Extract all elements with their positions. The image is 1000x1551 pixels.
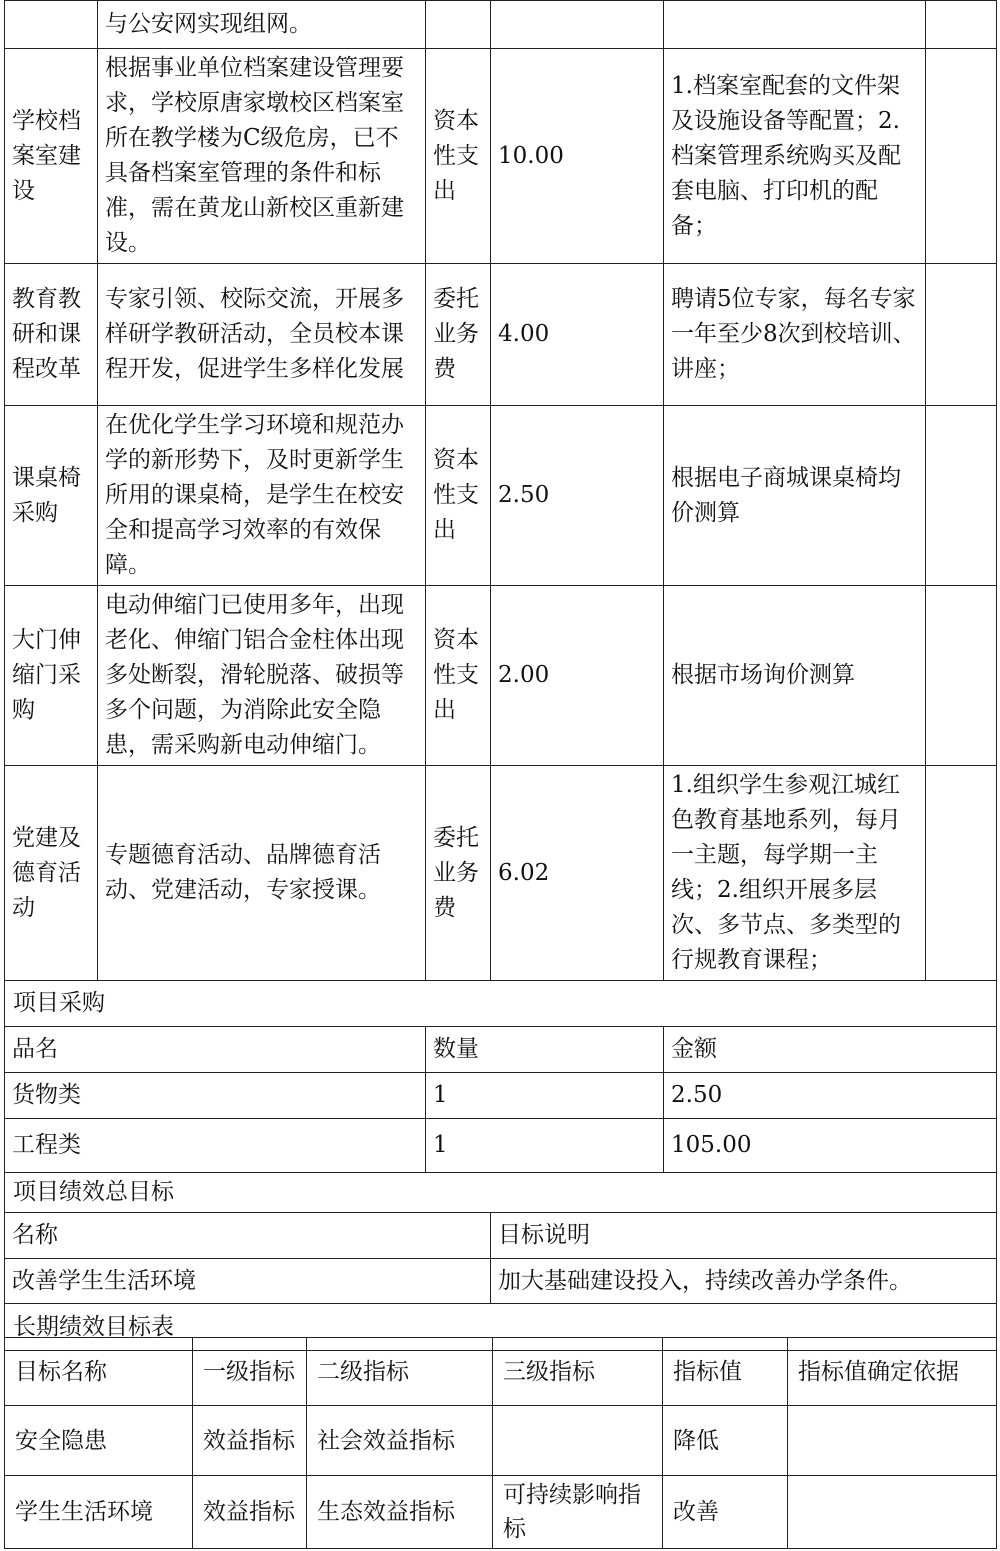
project-amount-cell: 4.00 xyxy=(491,264,664,406)
project-amount-cell: 2.50 xyxy=(491,406,664,586)
long-term-row xyxy=(5,1406,997,1476)
long-term-cell: 生态效益指标 xyxy=(307,1476,493,1549)
overall-goal-header-name: 名称 xyxy=(5,1213,491,1259)
long-term-row xyxy=(5,1476,997,1549)
project-name-cell: 课桌椅采购 xyxy=(5,406,98,586)
project-basis-cell: 根据电子商城课桌椅均价测算 xyxy=(664,406,926,586)
project-table-body xyxy=(5,1,997,1351)
project-type-cell: 资本性支出 xyxy=(426,586,491,766)
project-row xyxy=(5,264,997,406)
project-row xyxy=(5,586,997,766)
procurement-name-cell: 工程类 xyxy=(5,1119,426,1173)
procurement-amount-cell: 2.50 xyxy=(664,1073,997,1119)
overall-goal-section-header xyxy=(5,1173,997,1213)
project-desc-cell: 在优化学生学习环境和规范办学的新形势下，及时更新学生所用的课桌椅，是学生在校安全和提高学习效率的有效保障。 xyxy=(98,406,426,586)
project-name-cell: 教育教研和课程改革 xyxy=(5,264,98,406)
project-basis-cell: 聘请5位专家，每名专家一年至少8次到校培训、讲座； xyxy=(664,264,926,406)
project-desc-cell: 专家引领、校际交流，开展多样研学教研活动，全员校本课程开发，促进学生多样化发展 xyxy=(98,264,426,406)
project-basis-cell: 1.档案室配套的文件架及设施设备等配置；2.档案管理系统购买及配套电脑、打印机的配备； xyxy=(664,49,926,264)
project-basis-cell: 根据市场询价测算 xyxy=(664,586,926,766)
project-type-cell: 资本性支出 xyxy=(426,49,491,264)
long-term-header-row xyxy=(5,1338,997,1406)
long-term-header-cell: 目标名称 xyxy=(5,1338,193,1406)
procurement-header-row xyxy=(5,1027,997,1073)
project-amount-cell: 6.02 xyxy=(491,766,664,981)
project-desc-cell: 电动伸缩门已使用多年，出现老化、伸缩门铝合金柱体出现多处断裂，滑轮脱落、破损等多个问题，为消除此安全隐患，需采购新电动伸缩门。 xyxy=(98,586,426,766)
project-name-cell: 党建及德育活动 xyxy=(5,766,98,981)
long-term-cell: 可持续影响指标 xyxy=(493,1476,663,1549)
project-budget-table xyxy=(4,0,997,1351)
procurement-header-name: 品名 xyxy=(5,1027,426,1073)
project-row xyxy=(5,1,997,49)
project-desc-cell: 与公安网实现组网。 xyxy=(98,1,426,49)
overall-goal-header-desc: 目标说明 xyxy=(491,1213,997,1259)
long-term-title: 长期绩效目标表 xyxy=(5,1304,997,1351)
procurement-row xyxy=(5,1073,997,1119)
procurement-header-amount: 金额 xyxy=(664,1027,997,1073)
project-basis-cell: 1.组织学生参观江城红色教育基地系列，每月一主题，每学期一主线；2.组织开展多层次、多节点、多类型的行规教育课程； xyxy=(664,766,926,981)
long-term-header-cell: 一级指标 xyxy=(193,1338,307,1406)
procurement-row xyxy=(5,1119,997,1173)
project-note-cell xyxy=(926,1,997,49)
procurement-qty-cell: 1 xyxy=(426,1119,664,1173)
project-basis-cell xyxy=(664,1,926,49)
project-note-cell xyxy=(926,49,997,264)
long-term-goal-table xyxy=(4,1337,997,1549)
project-name-cell: 学校档案室建设 xyxy=(5,49,98,264)
project-type-cell: 委托业务费 xyxy=(426,264,491,406)
project-name-cell: 大门伸缩门采购 xyxy=(5,586,98,766)
long-term-cell xyxy=(493,1406,663,1476)
project-amount-cell: 10.00 xyxy=(491,49,664,264)
procurement-qty-cell: 1 xyxy=(426,1073,664,1119)
long-term-cell: 学生生活环境 xyxy=(5,1476,193,1549)
project-type-cell: 资本性支出 xyxy=(426,406,491,586)
project-type-cell xyxy=(426,1,491,49)
project-row xyxy=(5,406,997,586)
long-term-cell: 改善 xyxy=(663,1476,788,1549)
procurement-amount-cell: 105.00 xyxy=(664,1119,997,1173)
overall-goal-header-row xyxy=(5,1213,997,1259)
project-desc-cell: 根据事业单位档案建设管理要求，学校原唐家墩校区档案室所在教学楼为C级危房，已不具备档案室管理的条件和标准，需在黄龙山新校区重新建设。 xyxy=(98,49,426,264)
long-term-cell: 效益指标 xyxy=(193,1476,307,1549)
long-term-cell: 安全隐患 xyxy=(5,1406,193,1476)
long-term-header-cell: 指标值 xyxy=(663,1338,788,1406)
project-note-cell xyxy=(926,406,997,586)
long-term-header-cell: 二级指标 xyxy=(307,1338,493,1406)
long-term-header-cell: 指标值确定依据 xyxy=(788,1338,997,1406)
project-note-cell xyxy=(926,586,997,766)
long-term-cell: 效益指标 xyxy=(193,1406,307,1476)
overall-goal-title: 项目绩效总目标 xyxy=(5,1173,997,1213)
long-term-header-cell: 三级指标 xyxy=(493,1338,663,1406)
procurement-section-header xyxy=(5,981,997,1027)
project-desc-cell: 专题德育活动、品牌德育活动、党建活动，专家授课。 xyxy=(98,766,426,981)
project-note-cell xyxy=(926,766,997,981)
project-row xyxy=(5,49,997,264)
long-term-cell xyxy=(788,1476,997,1549)
overall-goal-desc-cell: 加大基础建设投入，持续改善办学条件。 xyxy=(491,1259,997,1304)
overall-goal-name-cell: 改善学生生活环境 xyxy=(5,1259,491,1304)
long-term-cell xyxy=(788,1406,997,1476)
project-name-cell xyxy=(5,1,98,49)
project-type-cell: 委托业务费 xyxy=(426,766,491,981)
long-term-cell: 降低 xyxy=(663,1406,788,1476)
project-amount-cell xyxy=(491,1,664,49)
project-row xyxy=(5,766,997,981)
procurement-title: 项目采购 xyxy=(5,981,997,1027)
overall-goal-row xyxy=(5,1259,997,1304)
procurement-name-cell: 货物类 xyxy=(5,1073,426,1119)
project-note-cell xyxy=(926,264,997,406)
long-term-cell: 社会效益指标 xyxy=(307,1406,493,1476)
procurement-header-qty: 数量 xyxy=(426,1027,664,1073)
project-amount-cell: 2.00 xyxy=(491,586,664,766)
